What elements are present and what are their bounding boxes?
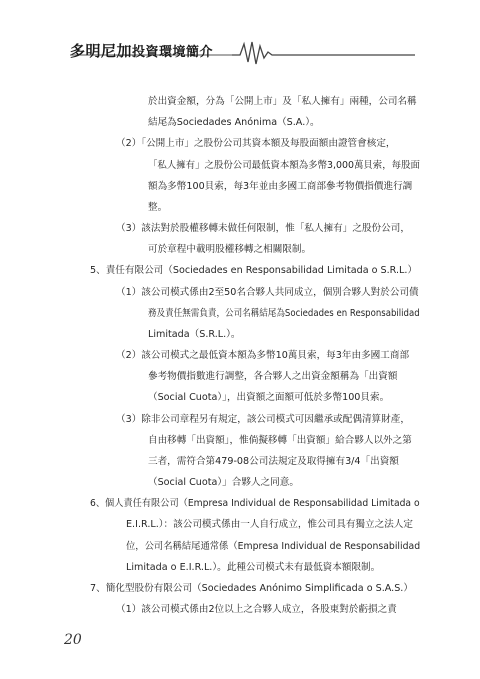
text-line: （2）該公司模式之最低資本額為多幣10萬貝索，每3年由多國工商部 [116,350,410,361]
text-line: 額為多幣100貝索，每3年並由多國工商部參考物價指價進行調 [148,180,413,192]
text-line: Limitada（S.R.L.）。 [148,328,241,340]
text-line: 7、簡化型股份有限公司（Sociedades Anónimo Simplificada o S.A.S.） [90,582,413,594]
header-title-sub: 投資環境簡介 [132,45,214,60]
text-line: （Social Cuota）」合夥人之同意。 [148,477,299,488]
text-line: E.I.R.L.）：該公司模式係由一人自行成立，惟公司具有獨立之法人定 [126,519,413,531]
text-line: 位，公司名稱結尾通常係（Empresa Individual de Responsabilidad [126,540,421,552]
text-line: （1）該公司模式係由2位以上之合夥人成立，各股東對於虧損之責 [116,604,397,615]
text-line: （2）「公開上市」之股份公司其資本額及每股面額由證管會核定， [116,138,396,150]
text-line: 務及責任無需負責，公司名稱結尾為Sociedades en Responsabilidad [148,307,420,319]
page-number: 20 [64,632,82,648]
text-line: 結尾為Sociedades Anónima（S.A.）。 [148,117,320,129]
text-line: 可於章程中載明股權移轉之相關限制。 [148,244,312,256]
text-line: Limitada o E.I.R.L.）。此種公司模式未有最低資本額限制。 [126,561,381,573]
text-line: 於出資金額，分為「公開上市」及「私人擁有」兩種，公司名稱 [148,96,417,107]
header-title-main: 多明尼加 [70,42,133,60]
text-line: 「私人擁有」之股份公司最低資本額為多幣3,000萬貝索，每股面 [148,159,420,171]
text-line: 6、個人責任有限公司（Empresa Individual de Responsabilidad Limitada o [90,498,420,510]
text-line: （Social Cuota）」，出資額之面額可低於多幣100貝索。 [148,392,390,404]
text-line: 參考物價指數進行調整，各合夥人之出資金額稱為「出資額 [148,371,398,383]
text-line: 自由移轉「出資額」，惟倘擬移轉「出資額」給合夥人以外之第 [148,434,412,446]
header-title [70,40,213,61]
text-line: 整。 [148,201,168,213]
text-line: （3）該法對於股權移轉未做任何限制，惟「私人擁有」之股份公司， [116,223,410,234]
text-line: （1）該公司模式係由2至50名合夥人共同成立，個別合夥人對於公司債 [116,286,419,298]
text-line: 三者，需符合第479-08公司法規定及取得擁有3/4「出資額 [148,455,399,467]
page-header [0,0,480,80]
text-line: 5、責任有限公司（Sociedades en Responsabilidad Limitada o S.R.L.） [90,265,418,277]
text-line: （3）除非公司章程另有規定，該公司模式可因繼承或配偶清算財產， [116,413,410,425]
